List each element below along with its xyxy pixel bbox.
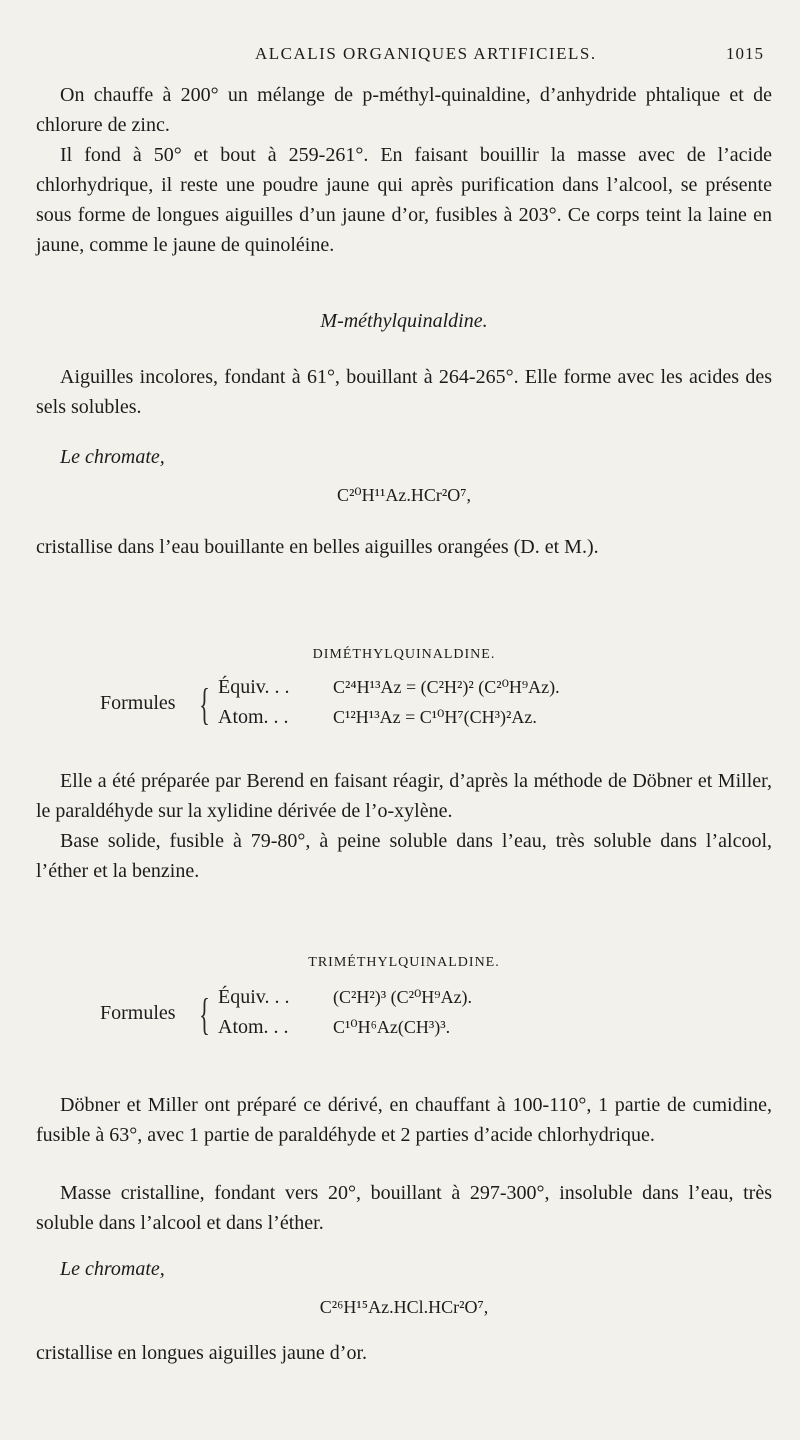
formula-row-equation: C¹²H¹³Az = C¹⁰H⁷(CH³)²Az.	[333, 707, 537, 727]
page-number: 1015	[726, 44, 764, 63]
brace-icon: {	[199, 990, 210, 1039]
formula-row-atom	[218, 1016, 450, 1044]
heading-text: TRIMÉTHYLQUINALDINE.	[308, 955, 500, 970]
paragraph-berend	[36, 766, 772, 826]
paragraph-text: Aiguilles incolores, fondant à 61°, bouillant à 264-265°. Elle forme avec les acides des sels solubles.	[36, 366, 772, 418]
chromate-formula-text: C²⁶H¹⁵Az.HCl.HCr²O⁷,	[319, 1297, 489, 1317]
running-title: ALCALIS ORGANIQUES ARTIFICIELS.	[255, 44, 597, 63]
paragraph-text: Masse cristalline, fondant vers 20°, bouillant à 297-300°, insoluble dans l’eau, très soluble dans l’alcool et dans l’éther.	[36, 1182, 772, 1234]
brace-icon: {	[199, 680, 210, 729]
paragraph-text: cristallise en longues aiguilles jaune d’or.	[36, 1342, 368, 1364]
chromate-label-text: Le chromate,	[60, 446, 165, 468]
paragraph-text: Elle a été préparée par Berend en faisant réagir, d’après la méthode de Döbner et Miller, le paraldéhyde sur la xylidine dérivée de l’o-xylène.	[36, 770, 772, 822]
subtitle-text: M-méthylquinaldine.	[320, 310, 488, 332]
section-heading	[36, 640, 772, 670]
heading-text: DIMÉTHYLQUINALDINE.	[312, 647, 496, 662]
page-header	[0, 40, 800, 70]
paragraph-text: Döbner et Miller ont préparé ce dérivé, en chauffant à 100-110°, 1 partie de cumidine, fusible à 63°, avec 1 partie de paraldéhyde et 2 parties d’acide chlorhydrique.	[36, 1094, 772, 1146]
paragraph-chromate	[36, 532, 772, 562]
formulas-block	[100, 676, 750, 736]
formula-row-equiv	[218, 986, 472, 1014]
chromate-label-text: Le chromate,	[60, 1258, 165, 1280]
formulas-label: Formules	[100, 1002, 176, 1024]
formula-row-equiv	[218, 676, 560, 704]
formula-row-equation: C¹⁰H⁶Az(CH³)³.	[333, 1017, 451, 1037]
chromate-formula-text: C²⁰H¹¹Az.HCr²O⁷,	[336, 485, 472, 505]
chromate-label	[36, 442, 772, 472]
paragraph-text: cristallise dans l’eau bouillante en belles aiguilles orangées (D. et M.).	[36, 536, 599, 558]
formula-row-label: Atom. . .	[218, 706, 289, 728]
chromate-formula	[36, 480, 772, 510]
formula-row-label: Atom. . .	[218, 1016, 289, 1038]
formulas-label: Formules	[100, 692, 176, 714]
paragraph-final	[36, 1338, 772, 1368]
paragraph-text: Il fond à 50° et bout à 259-261°. En faisant bouillir la masse avec de l’acide chlorhydrique, il reste une poudre jaune qui après purification dans l’alcool, se présente sous forme de longues aiguilles d’un jaune d’or, fusibles à 203°. Ce corps teint la laine en jaune, comme le jaune de quinoléine.	[36, 144, 772, 256]
paragraph-masse	[36, 1178, 772, 1238]
paragraph-text: Base solide, fusible à 79-80°, à peine soluble dans l’eau, très soluble dans l’alcool, l’éther et la benzine.	[36, 830, 772, 882]
chromate-label	[36, 1254, 772, 1284]
formula-row-atom	[218, 706, 537, 734]
paragraph-base	[36, 826, 772, 886]
formulas-block	[100, 986, 750, 1046]
formula-row-equation: (C²H²)³ (C²⁰H⁹Az).	[333, 987, 473, 1007]
formula-row-label: Équiv. . .	[218, 676, 290, 698]
section-subtitle	[36, 306, 772, 336]
paragraph-text: On chauffe à 200° un mélange de p-méthyl-quinaldine, d’anhydride phtalique et de chlorure de zinc.	[36, 84, 772, 136]
paragraph-properties	[36, 140, 772, 260]
formula-row-label: Équiv. . .	[218, 986, 290, 1008]
paragraph-intro	[36, 80, 772, 140]
chromate-formula	[36, 1292, 772, 1322]
formula-row-equation: C²⁴H¹³Az = (C²H²)² (C²⁰H⁹Az).	[333, 677, 560, 697]
paragraph-m-methyl	[36, 362, 772, 422]
section-heading	[36, 948, 772, 978]
paragraph-dobner	[36, 1090, 772, 1150]
